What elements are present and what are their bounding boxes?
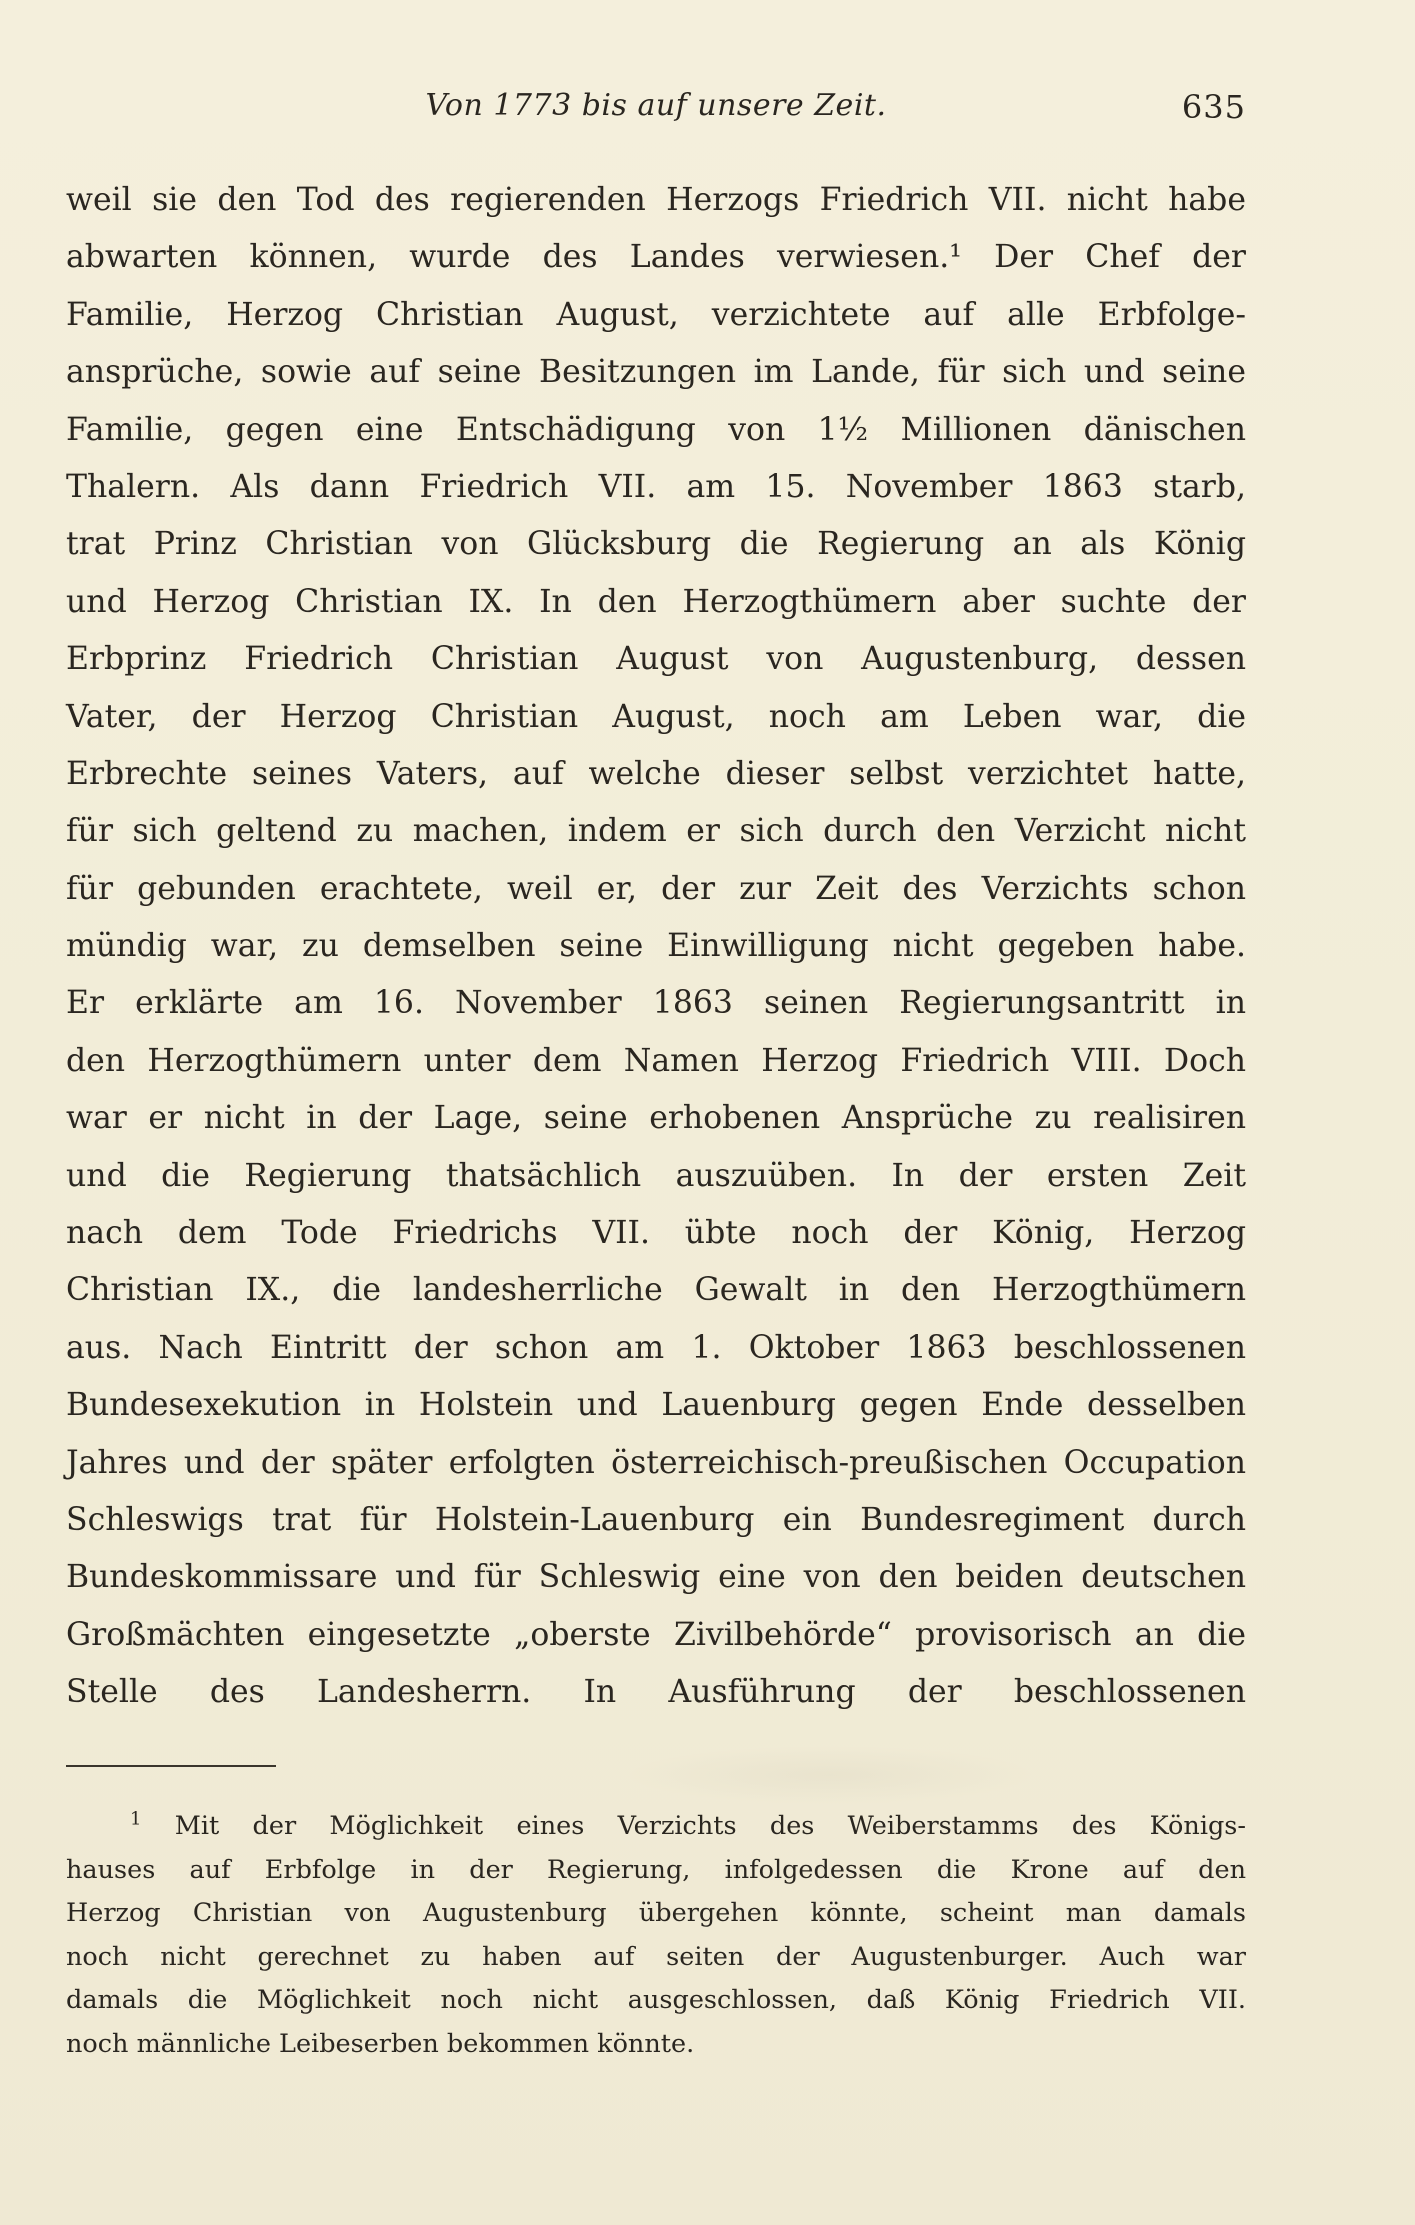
text-line: trat Prinz Christian von Glücksburg die Regierung an als König bbox=[66, 526, 1246, 563]
footnote-line: damals die Möglichkeit noch nicht ausgeschlossen, daß König Friedrich VII. bbox=[66, 1985, 1246, 2016]
text-line: war er nicht in der Lage, seine erhobenen Ansprüche zu realisiren bbox=[66, 1100, 1246, 1137]
text-line: mündig war, zu demselben seine Einwilligung nicht gegeben habe. bbox=[66, 928, 1246, 965]
text-line: Thalern. Als dann Friedrich VII. am 15. November 1863 starb, bbox=[66, 468, 1246, 505]
footnote-line: Herzog Christian von Augustenburg übergehen könnte, scheint man damals bbox=[66, 1898, 1246, 1929]
text-line: Christian IX., die landesherrliche Gewalt in den Herzogthümern bbox=[66, 1272, 1246, 1309]
text-line: weil sie den Tod des regierenden Herzogs Friedrich VII. nicht habe bbox=[66, 182, 1246, 218]
footnote-divider bbox=[66, 1765, 276, 1767]
text-line: Er erklärte am 16. November 1863 seinen Regierungsantritt in bbox=[66, 985, 1246, 1022]
text-line: Familie, Herzog Christian August, verzichtete auf alle Erbfolge- bbox=[66, 296, 1246, 333]
footnote-marker: 1 bbox=[130, 1808, 142, 1830]
text-line: Großmächten eingesetzte „oberste Zivilbehörde“ provisorisch an die bbox=[66, 1616, 1246, 1653]
footnote-line: hauses auf Erbfolge in der Regierung, infolgedessen die Krone auf den bbox=[66, 1854, 1246, 1885]
page-number: 635 bbox=[1181, 88, 1246, 126]
text-line: und Herzog Christian IX. In den Herzogthümern aber suchte der bbox=[66, 583, 1246, 620]
text-line: nach dem Tode Friedrichs VII. übte noch der König, Herzog bbox=[66, 1215, 1246, 1252]
footnote-line-text: Mit der Möglichkeit eines Verzichts des Weiberstamms des Königs- bbox=[174, 1811, 1247, 1841]
main-text-block bbox=[66, 172, 1246, 1722]
footnote-line bbox=[66, 1805, 1246, 1849]
text-line: Schleswigs trat für Holstein-Lauenburg ein Bundesregiment durch bbox=[66, 1501, 1246, 1538]
text-line: für sich geltend zu machen, indem er sich durch den Verzicht nicht bbox=[66, 813, 1246, 850]
text-line: Erbprinz Friedrich Christian August von Augustenburg, dessen bbox=[66, 641, 1246, 678]
text-line: Jahres und der später erfolgten österreichisch-preußischen Occupation bbox=[66, 1444, 1246, 1481]
text-line: Bundeskommissare und für Schleswig eine von den beiden deutschen bbox=[66, 1559, 1246, 1596]
text-line: Bundesexekution in Holstein und Lauenburg gegen Ende desselben bbox=[66, 1387, 1246, 1424]
text-line: und die Regierung thatsächlich auszuüben. In der ersten Zeit bbox=[66, 1157, 1246, 1194]
page-header bbox=[66, 88, 1246, 138]
footnote-line: noch männliche Leibeserben bekommen könnte. bbox=[66, 2028, 695, 2059]
paper-smudge bbox=[620, 1745, 1040, 1805]
text-line: für gebunden erachtete, weil er, der zur Zeit des Verzichts schon bbox=[66, 870, 1246, 907]
text-line: den Herzogthümern unter dem Namen Herzog Friedrich VIII. Doch bbox=[66, 1042, 1246, 1079]
footnote-line: noch nicht gerechnet zu haben auf seiten der Augustenburger. Auch war bbox=[66, 1941, 1246, 1972]
text-line: Erbrechte seines Vaters, auf welche dieser selbst verzichtet hatte, bbox=[66, 755, 1246, 792]
text-line: ansprüche, sowie auf seine Besitzungen im Lande, für sich und seine bbox=[66, 354, 1246, 391]
text-line: Familie, gegen eine Entschädigung von 1½ Millionen dänischen bbox=[66, 411, 1246, 448]
footnote-block bbox=[66, 1805, 1246, 2067]
running-title: Von 1773 bis auf unsere Zeit. bbox=[425, 88, 887, 123]
text-line: abwarten können, wurde des Landes verwiesen.¹ Der Chef der bbox=[66, 239, 1246, 276]
text-line: Vater, der Herzog Christian August, noch am Leben war, die bbox=[66, 698, 1246, 735]
text-line: Stelle des Landesherrn. In Ausführung der beschlossenen bbox=[66, 1674, 1246, 1711]
text-line: aus. Nach Eintritt der schon am 1. Oktober 1863 beschlossenen bbox=[66, 1329, 1246, 1366]
